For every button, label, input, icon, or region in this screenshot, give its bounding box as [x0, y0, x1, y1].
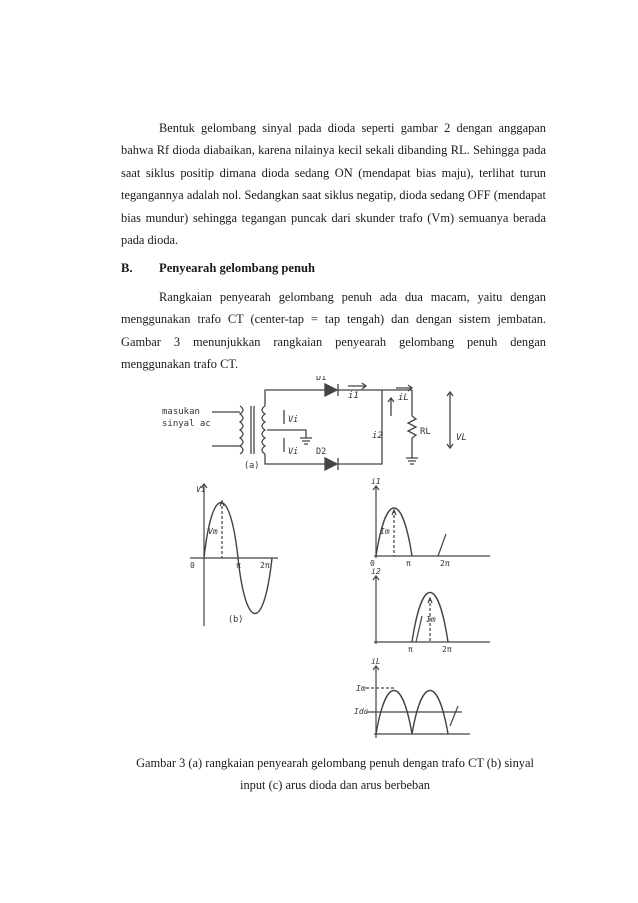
caption-line2: input (c) arus dioda dan arus berbeban — [240, 778, 430, 793]
paragraph-diode-waveform: Bentuk gelombang sinyal pada dioda seperti gambar 2 dengan anggapan bahwa Rf dioda diabaikan, karena nilainya kecil sekali dibanding RL. Sehingga pada saat siklus positip dimana dioda sedang ON (mendapat bias maju), terlihat turun tegangannya adalah nol. Sedangkan saat siklus negatip, dioda sedang OFF (mendapat bias mundur) sehingga tegangan puncak dari skunder trafo (Vm) semuanya berada pada dioda. — [121, 121, 546, 248]
i1-pi-label: π — [406, 559, 411, 568]
i1-axis-label: i1 — [371, 477, 381, 486]
il-im-label: Im — [356, 684, 366, 693]
input-label-line1: masukan — [162, 407, 200, 417]
vl-label: VL — [456, 433, 467, 443]
figure-3 — [160, 376, 500, 738]
b-zero-label: 0 — [190, 561, 195, 570]
b-2pi-label: 2π — [260, 561, 270, 570]
input-label-line2: sinyal ac — [162, 419, 211, 429]
paragraph-full-wave: Rangkaian penyearah gelombang penuh ada dua macam, yaitu dengan menggunakan trafo CT (center-tap = tap tengah) dan dengan sistem jembatan. Gambar 3 menunjukkan rangkaian penyearah gelombang penuh dengan menggunakan trafo CT. — [121, 290, 546, 372]
vi-top-label: Vi — [288, 415, 299, 425]
i1-im-label: Im — [380, 527, 390, 536]
il-idc-label: Idc — [354, 707, 369, 716]
il-circuit-label: iL — [398, 393, 409, 403]
caption-line1: Gambar 3 (a) rangkaian penyearah gelombang penuh dengan trafo CT (b) sinyal — [136, 756, 534, 770]
figure-3-drawing — [160, 376, 500, 738]
b-axis-label: Vi — [196, 485, 206, 494]
b-vm-label: Vm — [208, 527, 218, 536]
i2-im-label: Im — [426, 615, 436, 624]
i1-zero-label: 0 — [370, 559, 375, 568]
section-title: Penyearah gelombang penuh — [159, 261, 316, 275]
tag-b-label: (b) — [228, 615, 244, 625]
figure-caption — [100, 752, 570, 797]
i2-axis-label: i2 — [371, 567, 381, 576]
d2-label: D2 — [316, 447, 327, 457]
i1-circuit-label: i1 — [348, 391, 359, 401]
il-axis-label: iL — [371, 657, 381, 666]
i2-circuit-label: i2 — [372, 431, 383, 441]
tag-a-label: (a) — [244, 461, 260, 471]
i2-pi-label: π — [408, 645, 413, 654]
vi-bottom-label: Vi — [288, 447, 299, 457]
rl-label: RL — [420, 427, 431, 437]
d1-label: D1 — [316, 376, 327, 383]
section-heading — [121, 257, 546, 279]
i1-2pi-label: 2π — [440, 559, 450, 568]
i2-2pi-label: 2π — [442, 645, 452, 654]
section-letter: B. — [121, 261, 133, 275]
b-pi-label: π — [236, 561, 241, 570]
